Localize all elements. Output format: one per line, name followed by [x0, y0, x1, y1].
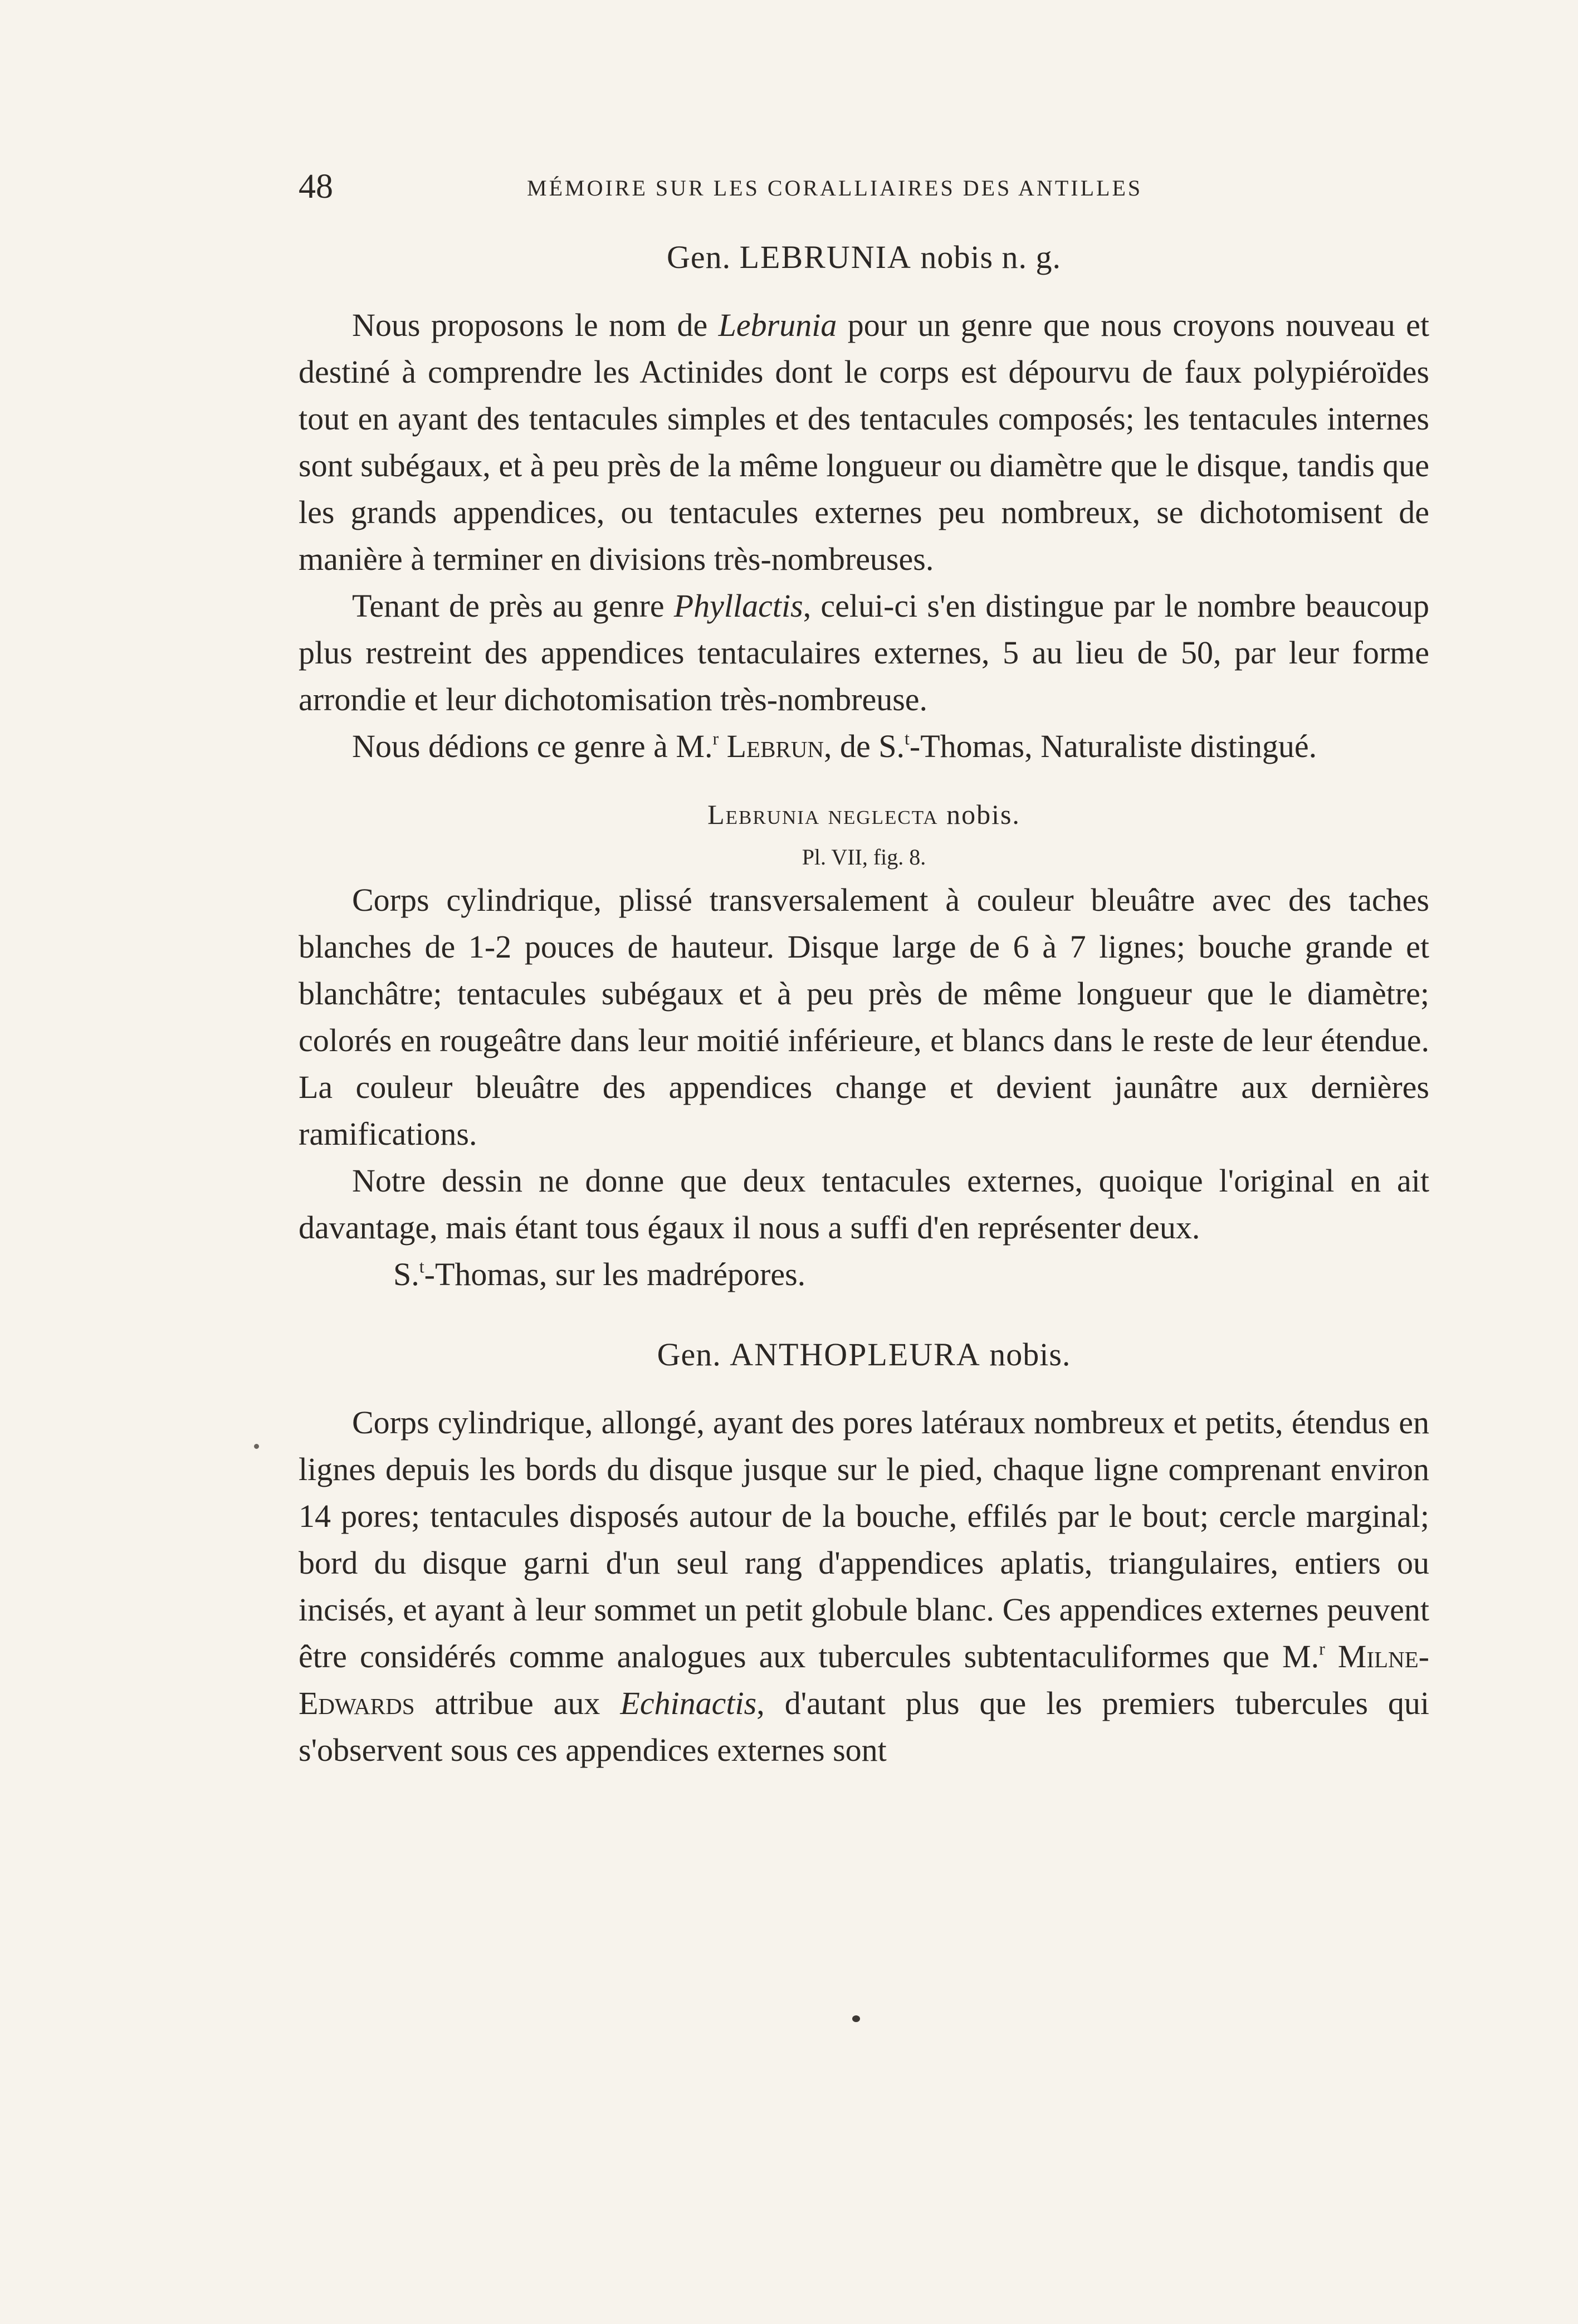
genus-heading-anthopleura [299, 1331, 1429, 1378]
paragraph-locality: S.$^t$-Thomas, sur les madrépores. [393, 1256, 806, 1292]
running-title: MÉMOIRE SUR LES CORALLIAIRES DES ANTILLES [527, 175, 1143, 201]
person-milne-edwards: Milne-Edwards [299, 1638, 1429, 1721]
genus-heading-lebrunia [299, 234, 1429, 281]
ink-spot [852, 2015, 860, 2022]
taxon-echinactis: Echinactis [620, 1685, 757, 1721]
main-text [299, 234, 1429, 1774]
page-number: 48 [299, 168, 333, 206]
genus-heading-prefix: Gen. [666, 239, 731, 275]
paragraph-dedication: Nous dédions ce genre à M.$^r$ Lebrun, de S.$^t$-Thomas, Naturaliste distingué. [352, 728, 1317, 764]
person-lebrun: Lebrun [726, 728, 824, 764]
species-heading [299, 791, 1429, 838]
genus-heading-name: ANTHOPLEURA [730, 1336, 981, 1373]
paragraph-lebrunia-intro: Nous proposons le nom de Lebrunia pour un genre que nous croyons nouveau et destiné à comprendre les Actinides dont le corps est dépourvu de faux polypiéroïdes tout en ayant des tentacules simples et des tentacules composés; les tentacules internes sont subégaux, et à peu près de la même longueur ou diamètre que le disque, tandis que les grands appendices, ou tentacules externes peu nombreux, se dichotomisent de manière à terminer en divisions très-nombreuses. [299, 307, 1429, 577]
taxon-phyllactis: Phyllactis [673, 588, 803, 624]
plate-reference: Pl. VII, fig. 8. [802, 844, 926, 870]
paragraph-species-description: Corps cylindrique, plissé transversalement à couleur bleuâtre avec des taches blanches de 1-2 pouces de hauteur. Disque large de 6 à 7 lignes; bouche grande et blanchâtre; tentacules subégaux et à peu près de même longueur que le diamètre; colorés en rougeâtre dans leur moitié inférieure, et blancs dans le reste de leur étendue. La couleur bleuâtre des appendices change et devient jaunâtre aux dernières ramifications. [299, 882, 1429, 1152]
genus-heading-prefix: Gen. [657, 1336, 721, 1373]
ink-spot [254, 1444, 259, 1449]
paragraph-anthopleura-description: Corps cylindrique, allongé, ayant des pores latéraux nombreux et petits, étendus en lignes depuis les bords du disque jusque sur le pied, chaque ligne comprenant environ 14 pores; tentacules disposés autour de la bouche, effilés par le bout; cercle marginal; bord du disque garni d'un seul rang d'appendices aplatis, triangulaires, entiers ou incisés, et ayant à leur sommet un petit globule blanc. Ces appendices externes peuvent être considérés comme analogues aux tubercules subtentaculiformes que M.$^r$ Milne-Edwards attribue aux Echinactis, d'autant plus que les premiers tubercules qui s'observent sous ces appendices externes sont [299, 1404, 1429, 1768]
genus-heading-suffix: nobis. [989, 1336, 1071, 1373]
running-head [299, 167, 1413, 212]
genus-heading-name: LEBRUNIA [739, 239, 912, 275]
taxon-lebrunia: Lebrunia [718, 307, 837, 343]
paragraph-lebrunia-comparison: Tenant de près au genre Phyllactis, celui-ci s'en distingue par le nombre beaucoup plus restreint des appendices tentaculaires externes, 5 au lieu de 50, par leur forme arrondie et leur dichotomisation très-nombreuse. [299, 588, 1430, 717]
species-author: nobis. [946, 799, 1020, 830]
genus-heading-suffix: nobis n. g. [920, 239, 1062, 275]
paragraph-species-note: Notre dessin ne donne que deux tentacules externes, quoique l'original en ait davantage, mais étant tous égaux il nous a suffi d'en représenter deux. [299, 1163, 1429, 1246]
species-name: Lebrunia neglecta [707, 799, 939, 830]
